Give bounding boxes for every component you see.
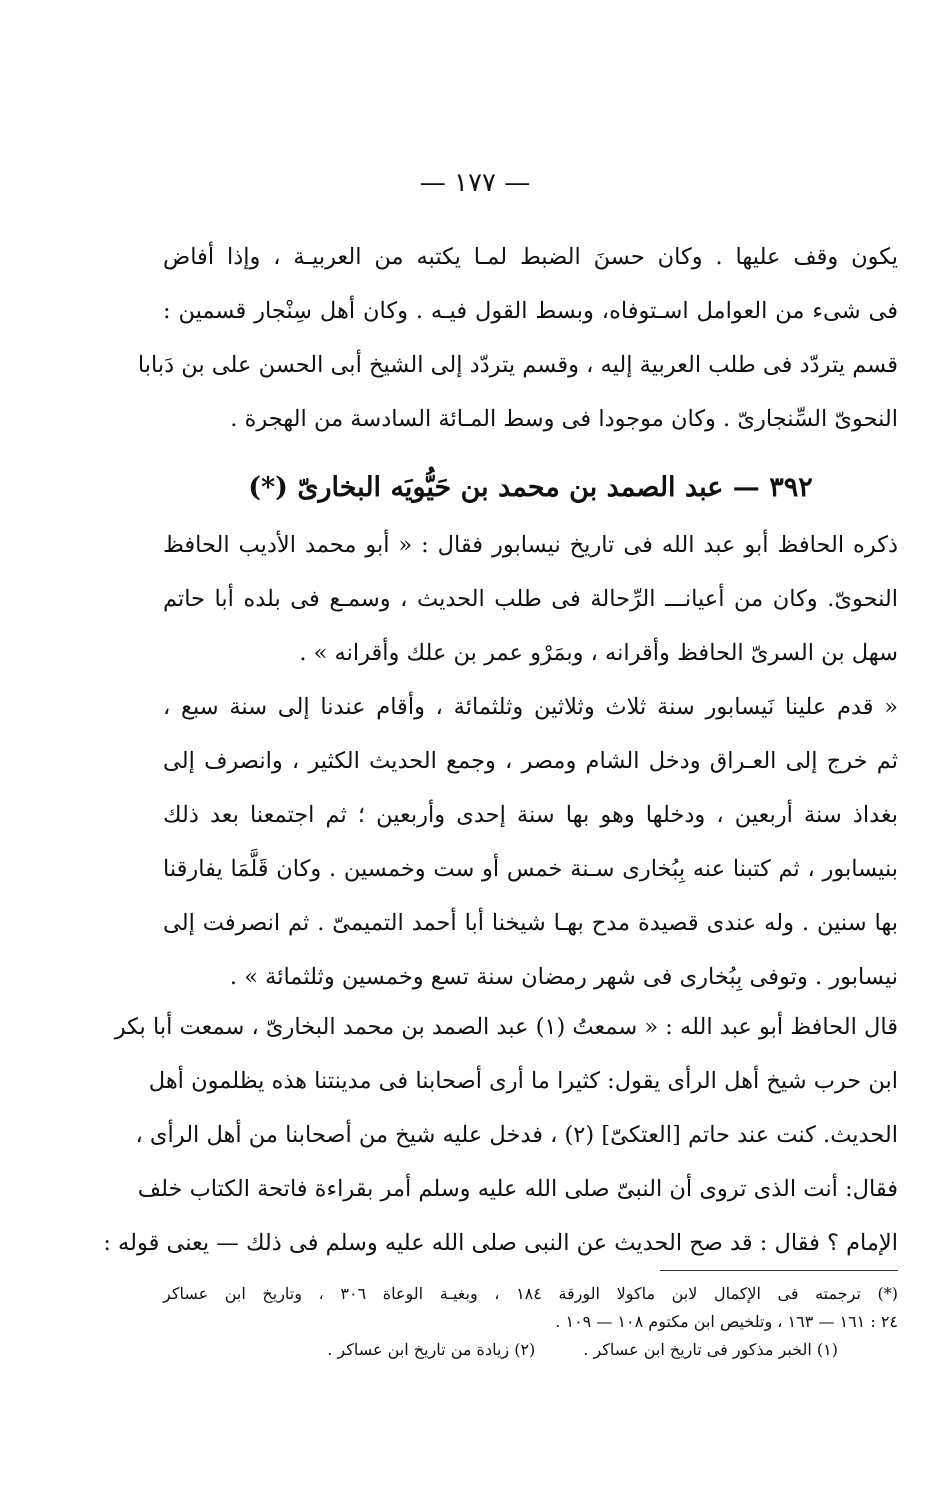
text-line: يكون وقف عليها . وكان حسنَ الضبط لمـا يكتبه من العربيـة ، وإذا أفاض <box>163 244 898 270</box>
footnote-line: ٢٤ : ١٦١ — ١٦٣ ، وتلخيص ابن مكتوم ١٠٨ — ١٠٩ . <box>555 1312 898 1331</box>
footnote-1: (١) الخبر مذكور فى تاريخ ابن عساكر . <box>583 1340 838 1359</box>
text-line: بغداذ سنة أربعين ، ودخلها وهو بها سنة إحدى وأربعين ؛ ثم اجتمعنا بعد ذلك <box>163 802 898 828</box>
page-number: — ١٧٧ — <box>419 168 531 198</box>
text-line: سهل بن السرىّ الحافظ وأقرانه ، وبمَرْو عمر بن علك وأقرانه » . <box>299 640 898 666</box>
text-line: نيسابور . وتوفى بِبُخارى فى شهر رمضان سنة تسع وخمسين وثلثمائة » . <box>229 964 898 990</box>
footnotes <box>163 1280 898 1364</box>
text-line: ذكره الحافظ أبو عبد الله فى تاريخ نيسابور فقال : « أبو محمد الأديب الحافظ <box>163 532 898 558</box>
text-line: قال الحافظ أبو عبد الله : « سمعتُ (١) عبد الصمد بن محمد البخارىّ ، سمعت أبا بكر <box>114 1014 898 1040</box>
paragraph-2 <box>163 518 898 680</box>
footnote-pair <box>163 1336 898 1364</box>
paragraph-4 <box>103 1000 898 1270</box>
paragraph-1 <box>137 230 898 446</box>
footnote-2: (٢) زيادة من تاريخ ابن عساكر . <box>327 1340 536 1359</box>
text-line: النحوىّ. وكان من أعيانـــ الرِّحالة فى طلب الحديث ، وسمـع فى بلده أبا حاتم <box>163 586 898 612</box>
paragraph-3 <box>163 680 898 1004</box>
entry-heading: ٣٩٢ — عبد الصمد بن محمد بن حَيُّويَه البخارىّ (*) <box>248 472 813 503</box>
text-line: الإمام ؟ فقال : قد صح الحديث عن النبى صلى الله عليه وسلم فى ذلك — يعنى قوله : <box>103 1230 898 1256</box>
footnote-separator <box>660 1270 898 1271</box>
text-line: الحديث. كنت عند حاتم [العتكىّ] (٢) ، فدخل عليه شيخ من أصحابنا من أهل الرأى ، <box>135 1122 898 1148</box>
text-line: بها سنين . وله عندى قصيدة مدح بهـا شيخنا أبا أحمد التميمىّ . ثم انصرفت إلى <box>163 910 898 936</box>
text-line: فى شىء من العوامل اسـتوفاه، وبسط القول فيـه . وكان أهل سِنْجار قسمين : <box>163 298 898 324</box>
text-line: النحوىّ السِّنجارىّ . وكان موجودا فى وسط المـائة السادسة من الهجرة . <box>230 406 898 432</box>
footnote-line: (*) ترجمته فى الإكمال لابن ماكولا الورقة ١٨٤ ، وبغيـة الوعاة ٣٠٦ ، وتاريخ ابن عساكر <box>163 1284 899 1303</box>
text-line: بنيسابور ، ثم كتبنا عنه بِبُخارى سـنة خمس أو ست وخمسين . وكان قَلَّمَا يفارقنا <box>163 856 898 882</box>
text-line: ابن حرب شيخ أهل الرأى يقول: كثيرا ما أرى أصحابنا فى مدينتنا هذه يظلمون أهل <box>148 1068 898 1094</box>
text-line: فقال: أنت الذى تروى أن النبىّ صلى الله عليه وسلم أمر بقراءة فاتحة الكتاب خلف <box>137 1176 898 1202</box>
text-line: « قدم علينا نَيسابور سنة ثلاث وثلاثين وثلثمائة ، وأقام عندنا إلى سنة سبع ، <box>163 694 898 720</box>
text-line: ثم خرج إلى العـراق ودخل الشام ومصر ، وجمع الحديث الكثير ، وانصرف إلى <box>163 748 898 774</box>
text-line: قسم يتردّد فى طلب العربية إليه ، وقسم يتردّد إلى الشيخ أبى الحسن على بن دَبابا <box>137 352 898 378</box>
